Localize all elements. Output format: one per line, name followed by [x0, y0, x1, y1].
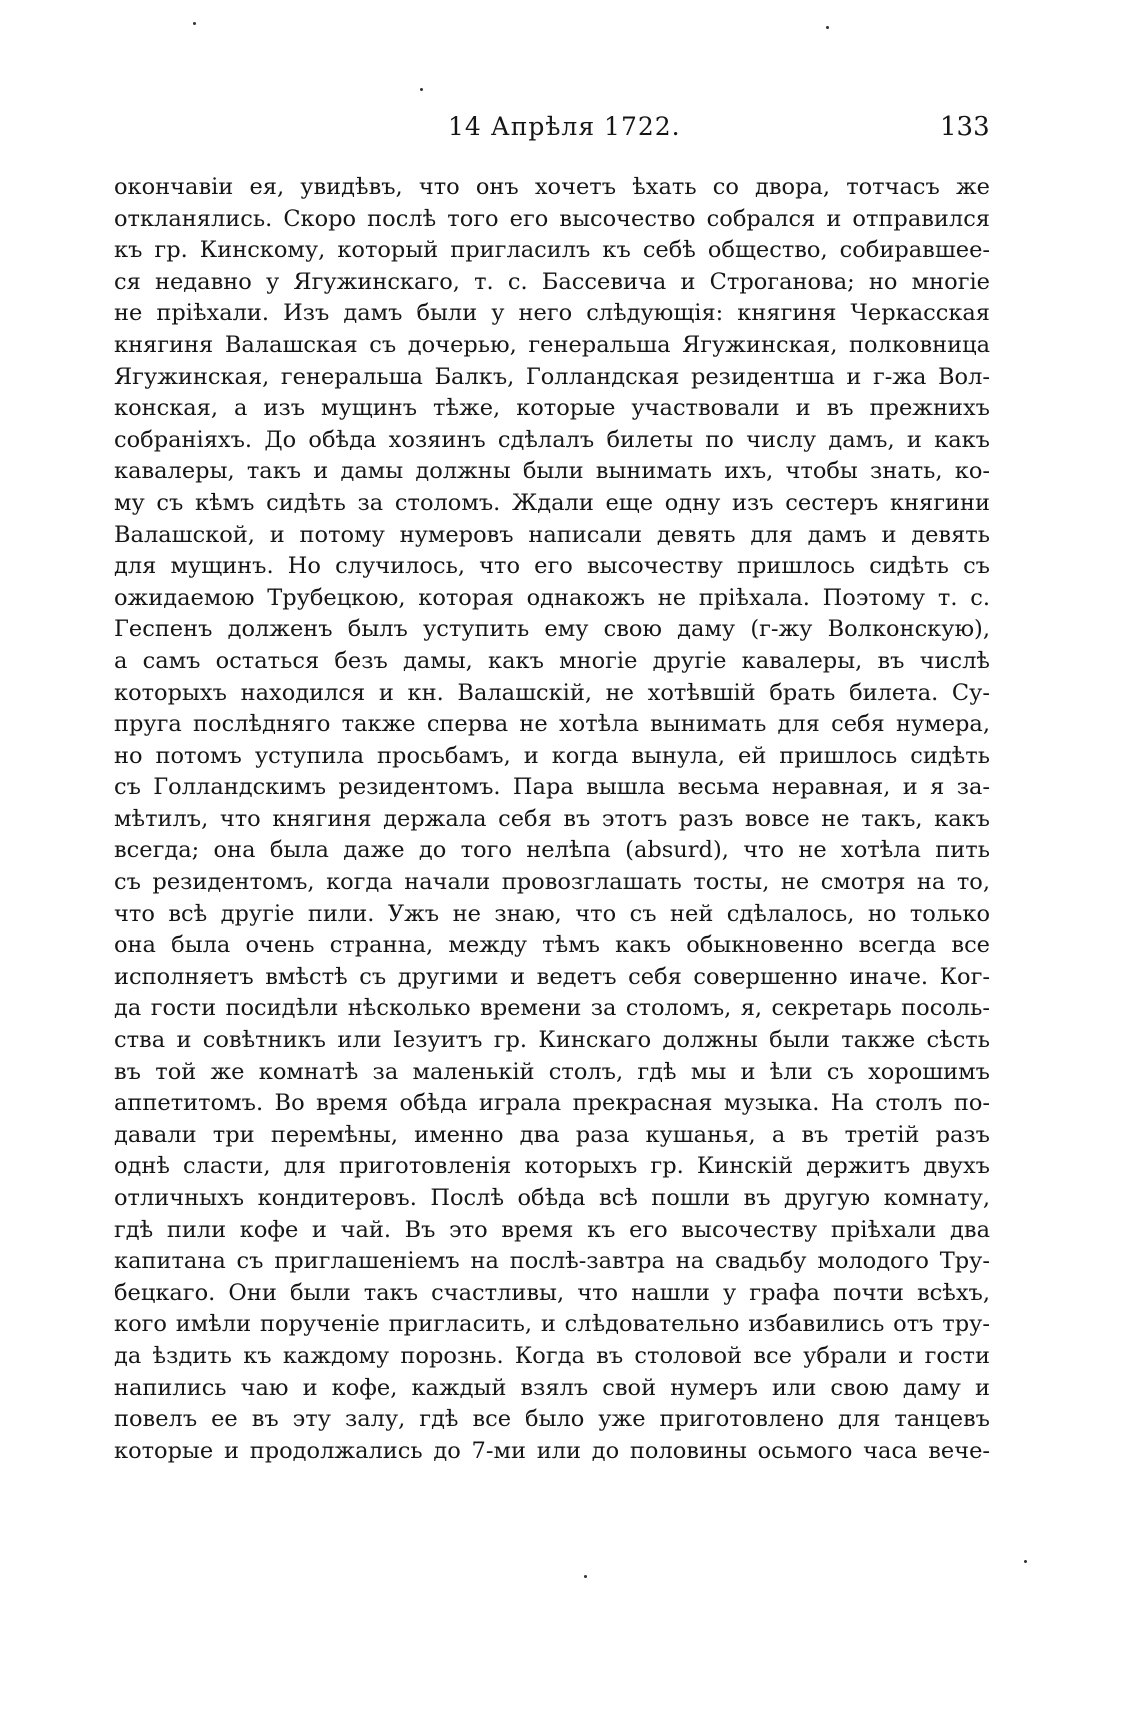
text-line: однѣ сласти, для приготовленія которыхъ гр. Кинскій держитъ двухъ — [114, 1153, 990, 1180]
text-line: ожидаемою Трубецкою, которая однакожъ не пріѣхала. Поэтому т. с. — [114, 584, 990, 611]
text-line: не пріѣхали. Изъ дамъ были у него слѣдующія: княгиня Черкасская — [114, 300, 990, 327]
body-text — [114, 172, 990, 1467]
text-line: бецкаго. Они были такъ счастливы, что нашли у графа почти всѣхъ, — [114, 1279, 990, 1306]
page-number: 133 — [940, 112, 990, 142]
text-line: кавалеры, такъ и дамы должны были вынимать ихъ, чтобы знать, ко- — [114, 458, 990, 485]
text-line: всегда; она была даже до того нелѣпа (absurd), что не хотѣла пить — [114, 837, 990, 864]
text-line: княгиня Валашская съ дочерью, генеральша Ягужинская, полковница — [114, 331, 990, 358]
text-line: къ гр. Кинскому, который пригласилъ къ себѣ общество, собиравшее- — [114, 237, 990, 264]
text-line: кого имѣли порученіе пригласить, и слѣдовательно избавились отъ тру- — [114, 1311, 990, 1338]
text-line: ся недавно у Ягужинскаго, т. с. Бассевича и Строганова; но многіе — [114, 268, 990, 295]
text-line: а самъ остаться безъ дамы, какъ многіе другіе кавалеры, въ числѣ — [114, 647, 990, 674]
text-line: му съ кѣмъ сидѣть за столомъ. Ждали еще одну изъ сестеръ княгини — [114, 489, 990, 516]
text-line: аппетитомъ. Во время обѣда играла прекрасная музыка. На столъ по- — [114, 1090, 990, 1117]
text-line: да ѣздить къ каждому порознь. Когда въ столовой все убрали и гости — [114, 1342, 990, 1369]
text-line: для мущинъ. Но случилось, что его высочеству пришлось сидѣть съ — [114, 553, 990, 580]
text-line: но потомъ уступила просьбамъ, и когда вынула, ей пришлось сидѣть — [114, 742, 990, 769]
text-line: отличныхъ кондитеровъ. Послѣ обѣда всѣ пошли въ другую комнату, — [114, 1185, 990, 1211]
text-line: да гости посидѣли нѣсколько времени за столомъ, я, секретарь посоль- — [114, 995, 990, 1022]
text-line: собраніяхъ. До обѣда хозяинъ сдѣлалъ билеты по числу дамъ, и какъ — [114, 426, 990, 453]
text-line: Геспенъ долженъ былъ уступить ему свою даму (г-жу Волконскую), — [114, 616, 990, 643]
text-line: ства и совѣтникъ или Іезуитъ гр. Кинскаго должны были также сѣсть — [114, 1027, 990, 1054]
text-line: въ той же комнатѣ за маленькій столъ, гдѣ мы и ѣли съ хорошимъ — [114, 1058, 990, 1085]
text-line: гдѣ пили кофе и чай. Въ это время къ его высочеству пріѣхали два — [114, 1216, 990, 1243]
text-line: съ Голландскимъ резидентомъ. Пара вышла весьма неравная, и я за- — [114, 774, 990, 801]
text-line: конская, а изъ мущинъ тѣже, которые участвовали и въ прежнихъ — [114, 395, 990, 422]
print-speck — [420, 88, 423, 91]
text-line: пруга послѣдняго также сперва не хотѣла вынимать для себя нумера, — [114, 711, 990, 738]
text-line: что всѣ другіе пили. Ужъ не знаю, что съ ней сдѣлалось, но только — [114, 900, 990, 927]
text-line: повелъ ее въ эту залу, гдѣ все было уже приготовлено для танцевъ — [114, 1406, 990, 1433]
text-line: съ резидентомъ, когда начали провозглашать тосты, не смотря на то, — [114, 869, 990, 896]
running-head: 14 Апрѣля 1722. — [448, 112, 681, 141]
text-line: которые и продолжались до 7-ми или до половины осьмого часа вече- — [114, 1437, 990, 1464]
text-line: Ягужинская, генеральша Балкъ, Голландская резидентша и г-жа Вол- — [114, 363, 990, 390]
text-line: она была очень странна, между тѣмъ какъ обыкновенно всегда все — [114, 932, 990, 959]
print-speck — [826, 26, 829, 29]
print-speck — [193, 22, 196, 25]
text-line: Валашской, и потому нумеровъ написали девять для дамъ и девять — [114, 521, 990, 548]
page-header — [0, 112, 1140, 152]
text-line: исполняетъ вмѣстѣ съ другими и ведетъ себя совершенно иначе. Ког- — [114, 963, 990, 990]
text-line: капитана съ приглашеніемъ на послѣ-завтра на свадьбу молодого Тру- — [114, 1248, 990, 1275]
text-line: мѣтилъ, что княгиня держала себя въ этотъ разъ вовсе не такъ, какъ — [114, 805, 990, 832]
text-line: напились чаю и кофе, каждый взялъ свой нумеръ или свою даму и — [114, 1374, 990, 1401]
text-line: давали три перемѣны, именно два раза кушанья, а въ третій разъ — [114, 1121, 990, 1148]
text-line: окончавіи ея, увидѣвъ, что онъ хочетъ ѣхать со двора, тотчасъ же — [114, 174, 990, 200]
text-line: которыхъ находился и кн. Валашскій, не хотѣвшій брать билета. Су- — [114, 679, 990, 706]
print-speck — [1024, 1560, 1027, 1563]
print-speck — [584, 1575, 587, 1578]
text-line: откланялись. Скоро послѣ того его высочество собрался и отправился — [114, 205, 990, 232]
